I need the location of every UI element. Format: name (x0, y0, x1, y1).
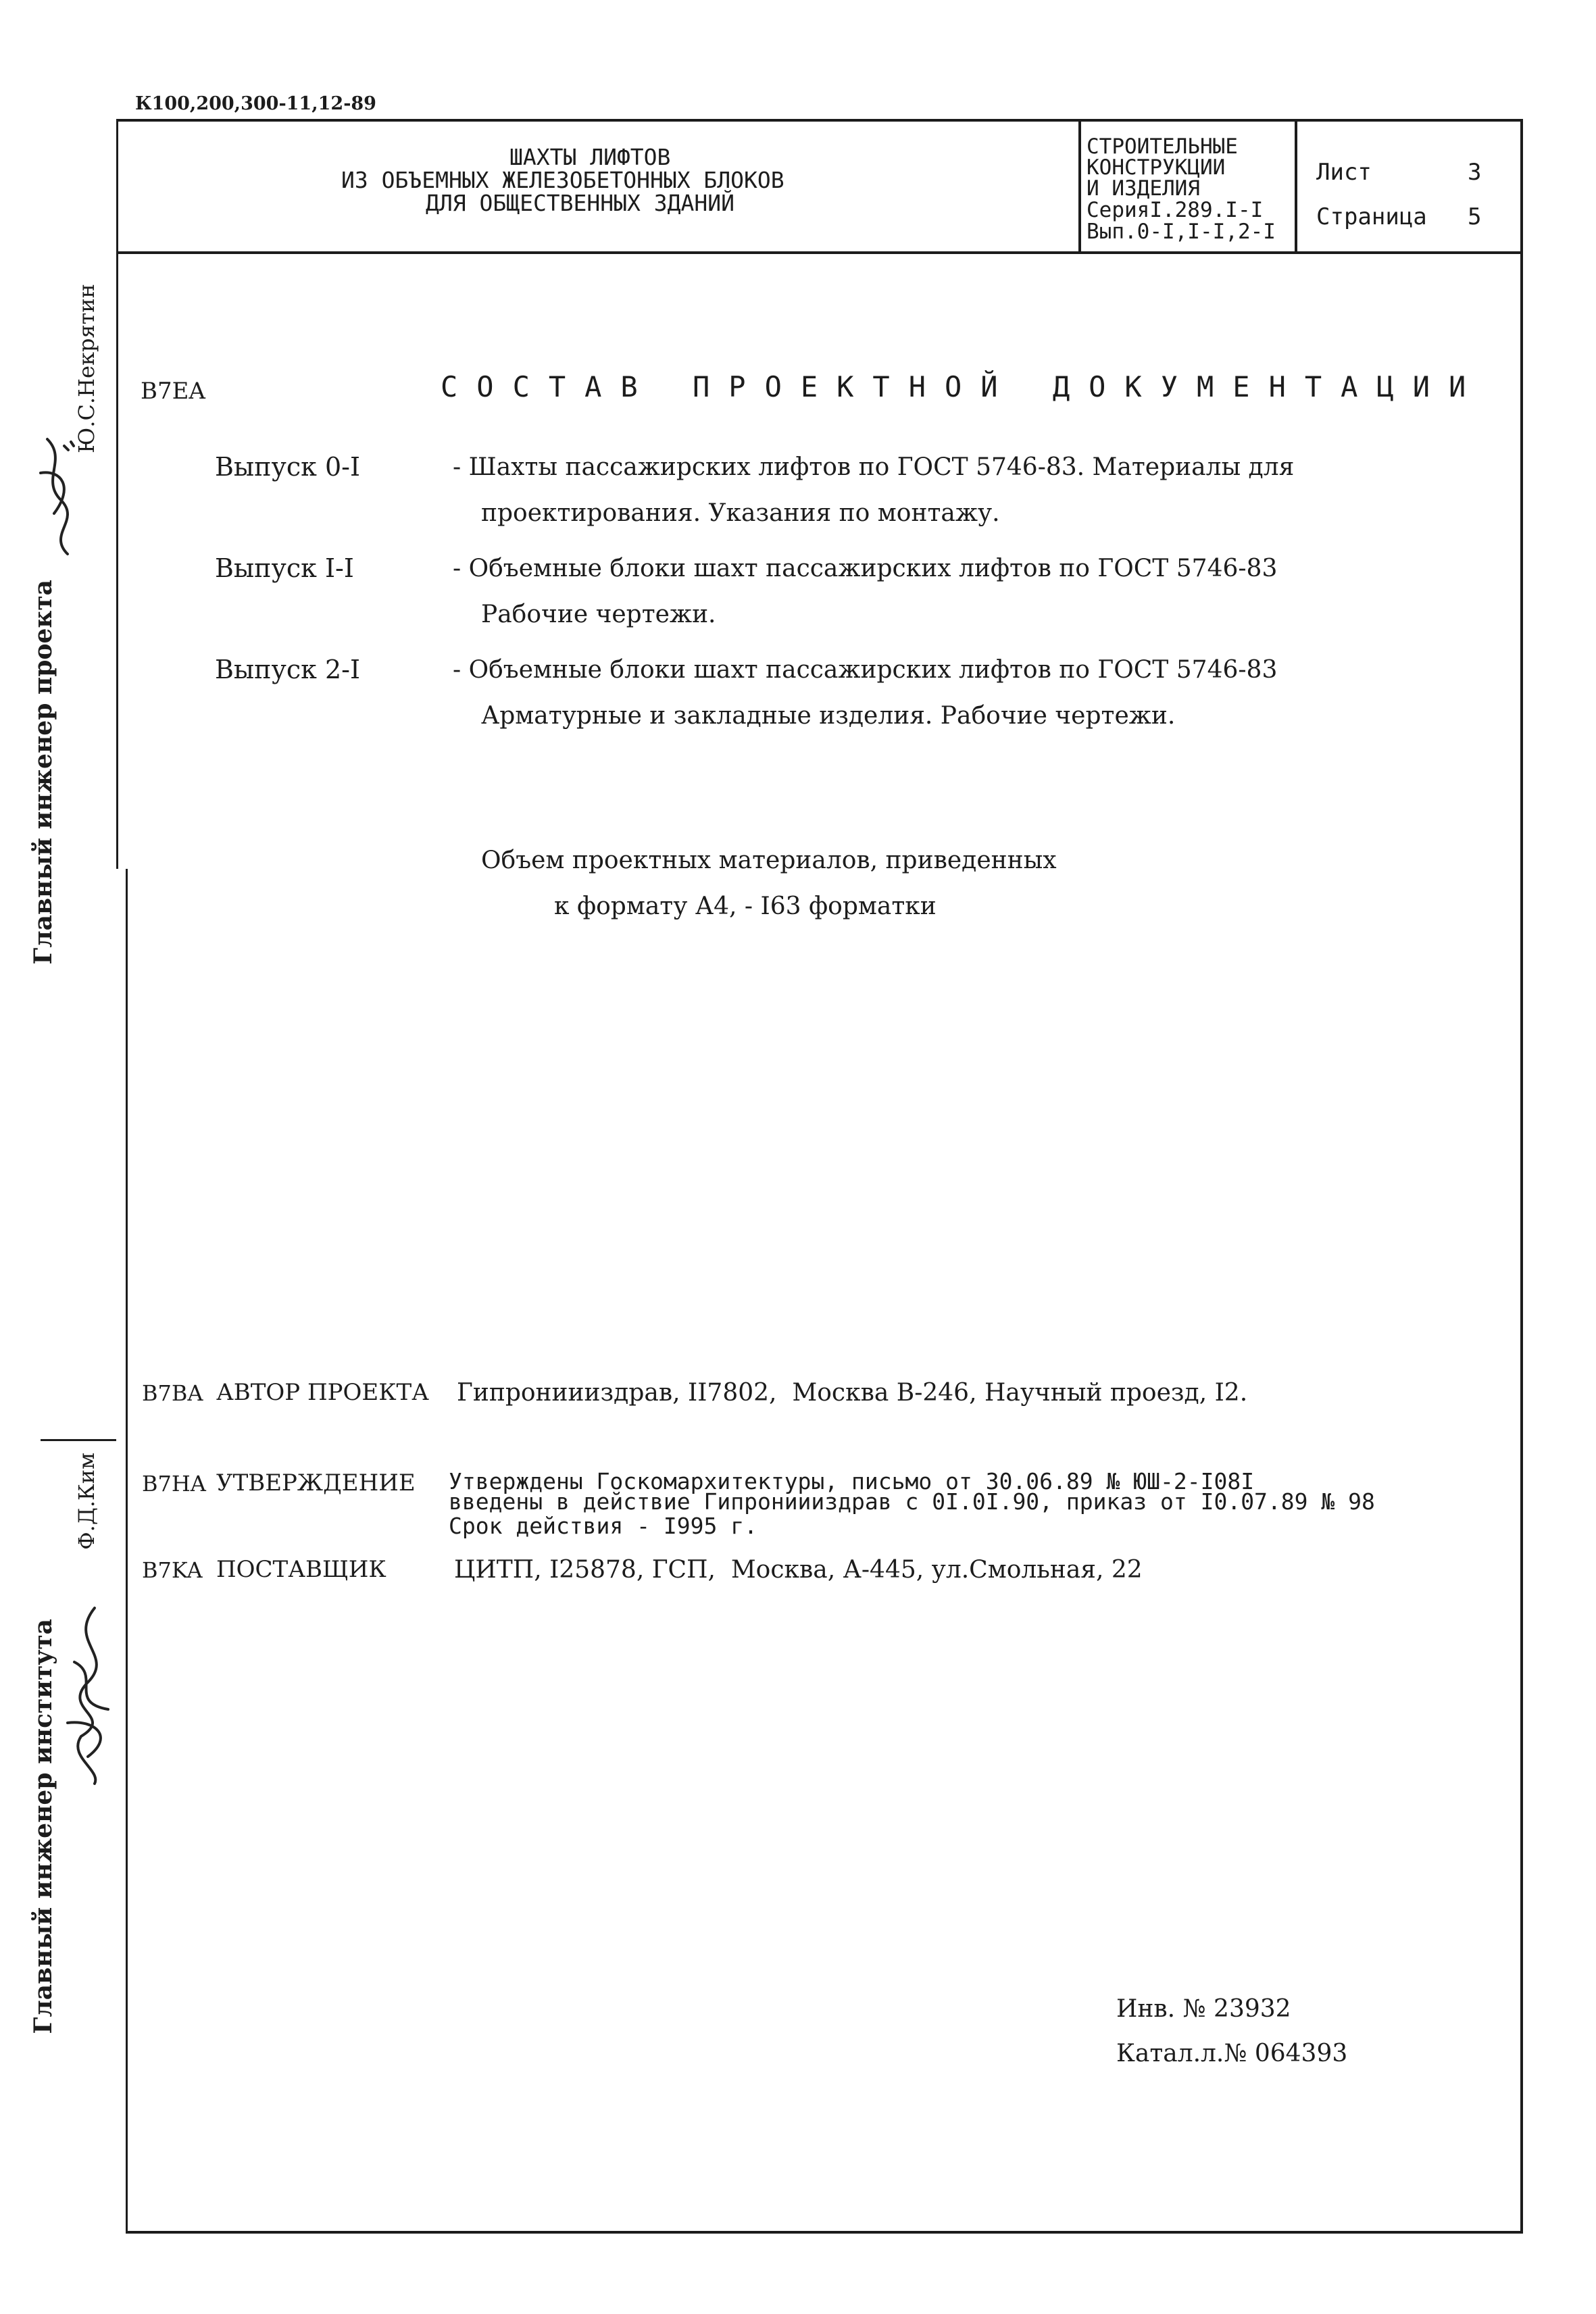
page-label: Страница (1316, 203, 1427, 230)
series-line-1: СТРОИТЕЛЬНЫЕ (1087, 134, 1238, 159)
issue-0-line-1: - Шахты пассажирских лифтов по ГОСТ 5746-83. Материалы для (453, 453, 1295, 481)
issue-1-line-2: Рабочие чертежи. (481, 601, 716, 628)
chief-institute-engineer-title: Главный инженер института (29, 1619, 57, 2034)
header-title-line-2: ИЗ ОБЪЕМНЫХ ЖЕЛЕЗОБЕТОННЫХ БЛОКОВ (341, 167, 784, 193)
header-title-line-3: ДЛЯ ОБЩЕСТВЕННЫХ ЗДАНИЙ (426, 190, 734, 216)
issue-2-line-2: Арматурные и закладные изделия. Рабочие чертежи. (481, 702, 1176, 730)
series-line-5: Вып.0-I,I-I,2-I (1087, 220, 1276, 244)
volume-line-2: к формату А4, - I63 форматки (554, 892, 937, 920)
approval-label: УТВЕРЖДЕНИЕ (216, 1469, 416, 1496)
supplier-code: B7KA (142, 1557, 203, 1583)
document-code: К100,200,300-11,12-89 (135, 93, 376, 114)
frame-right-border (1520, 119, 1523, 2234)
inventory-number: Инв. № 23932 (1116, 1995, 1291, 2023)
issue-0-line-2: проектирования. Указания по монтажу. (481, 499, 1000, 527)
stamp-divider-1 (1078, 119, 1081, 253)
author-code: B7BA (142, 1380, 203, 1406)
margin-separator (41, 1439, 116, 1441)
page-number: 5 (1468, 203, 1482, 230)
sheet-label: Лист (1316, 159, 1372, 186)
signature-institute-engineer (54, 1601, 128, 1790)
header-title-line-1: ШАХТЫ ЛИФТОВ (509, 144, 671, 170)
author-label: АВТОР ПРОЕКТА (216, 1379, 429, 1406)
approval-code: B7HA (142, 1471, 206, 1496)
signature-project-engineer (27, 432, 88, 568)
series-line-3: И ИЗДЕЛИЯ (1087, 176, 1200, 201)
approval-line-3: Срок действия - I995 г. (449, 1513, 757, 1539)
issue-2-line-1: - Объемные блоки шахт пассажирских лифтов по ГОСТ 5746-83 (453, 656, 1278, 684)
chief-project-engineer-name: Ю.С.Некрятин (74, 284, 99, 453)
frame-left-border-top (116, 119, 118, 869)
volume-line-1: Объем проектных материалов, приведенных (481, 847, 1057, 874)
issue-2-label: Выпуск 2-I (215, 655, 360, 684)
sheet-number: 3 (1468, 159, 1482, 186)
frame-left-border-bottom (126, 869, 128, 2234)
frame-top-border (116, 119, 1523, 122)
composition-code: B7EA (141, 378, 205, 405)
chief-institute-engineer-name: Ф.Д.Ким (74, 1453, 99, 1550)
approval-line-1: Утверждены Госкомархитектуры, письмо от 30.06.89 № ЮШ-2-I08I (449, 1468, 1255, 1494)
issue-1-line-1: - Объемные блоки шахт пассажирских лифтов по ГОСТ 5746-83 (453, 555, 1278, 582)
series-line-2: КОНСТРУКЦИИ (1087, 155, 1226, 180)
chief-project-engineer-title: Главный инженер проекта (29, 580, 57, 965)
stamp-bottom-rule (116, 251, 1523, 254)
frame-bottom-border (127, 2231, 1523, 2234)
stamp-divider-2 (1295, 119, 1297, 253)
catalog-number: Катал.л.№ 064393 (1116, 2040, 1348, 2067)
supplier-label: ПОСТАВЩИК (216, 1556, 386, 1583)
author-value: Гипрониииздрав, II7802, Москва В-246, Научный проезд, I2. (457, 1379, 1248, 1407)
composition-heading: СОСТАВ ПРОЕКТНОЙ ДОКУМЕНТАЦИИ (441, 370, 1485, 403)
issue-0-label: Выпуск 0-I (215, 452, 360, 482)
supplier-value: ЦИТП, I25878, ГСП, Москва, А-445, ул.Смольная, 22 (454, 1556, 1143, 1584)
series-line-4: СерияI.289.I-I (1087, 198, 1264, 222)
issue-1-label: Выпуск I-I (215, 553, 354, 583)
approval-line-2: введены в действие Гипрониииздрав с 0I.0I.90, приказ от I0.07.89 № 98 (449, 1488, 1375, 1515)
